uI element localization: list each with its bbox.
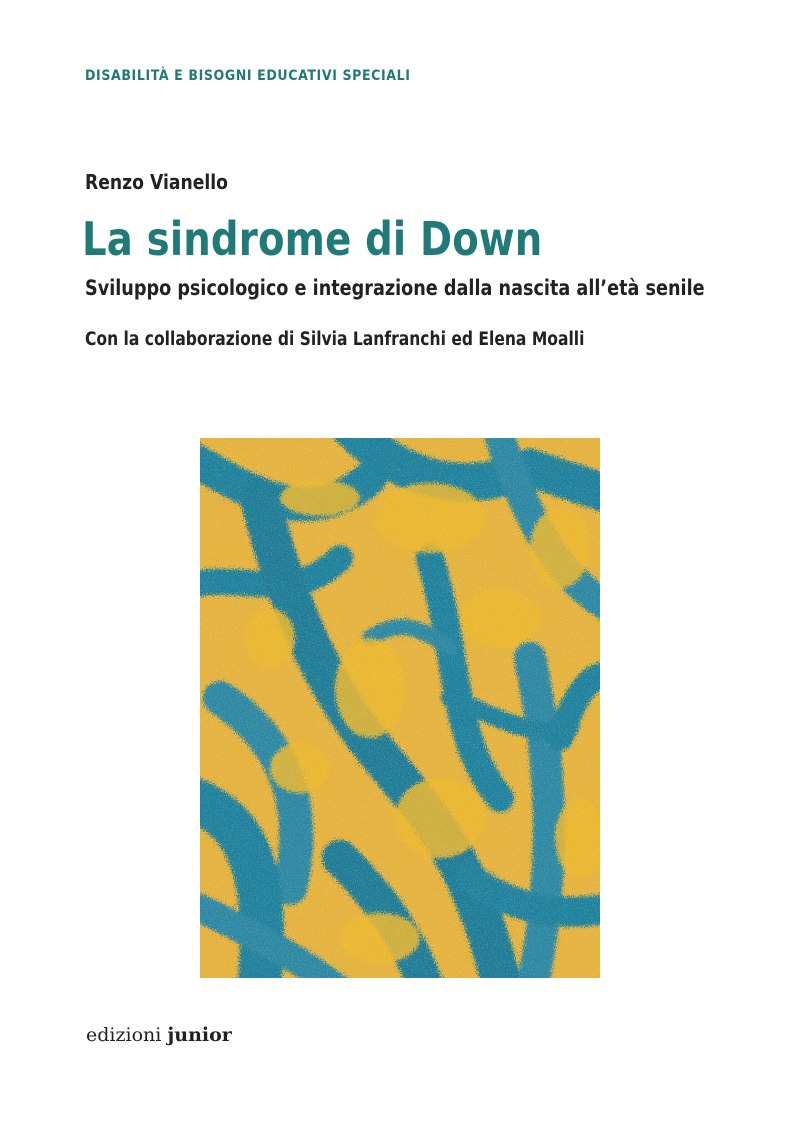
author-name: Renzo Vianello xyxy=(85,170,229,194)
series-name: DISABILITÀ E BISOGNI EDUCATIVI SPECIALI xyxy=(85,68,411,84)
cover-artwork xyxy=(200,438,600,978)
collaboration-credit: Con la collaborazione di Silvia Lanfranchi ed Elena Moalli xyxy=(85,329,585,350)
book-title: La sindrome di Down xyxy=(82,212,543,266)
book-subtitle: Sviluppo psicologico e integrazione dalla nascita all’età senile xyxy=(85,276,705,301)
publisher-brand: junior xyxy=(167,1024,232,1046)
publisher-prefix: edizioni xyxy=(86,1024,162,1046)
publisher-logo xyxy=(86,1024,232,1046)
artwork-painting xyxy=(200,438,600,978)
